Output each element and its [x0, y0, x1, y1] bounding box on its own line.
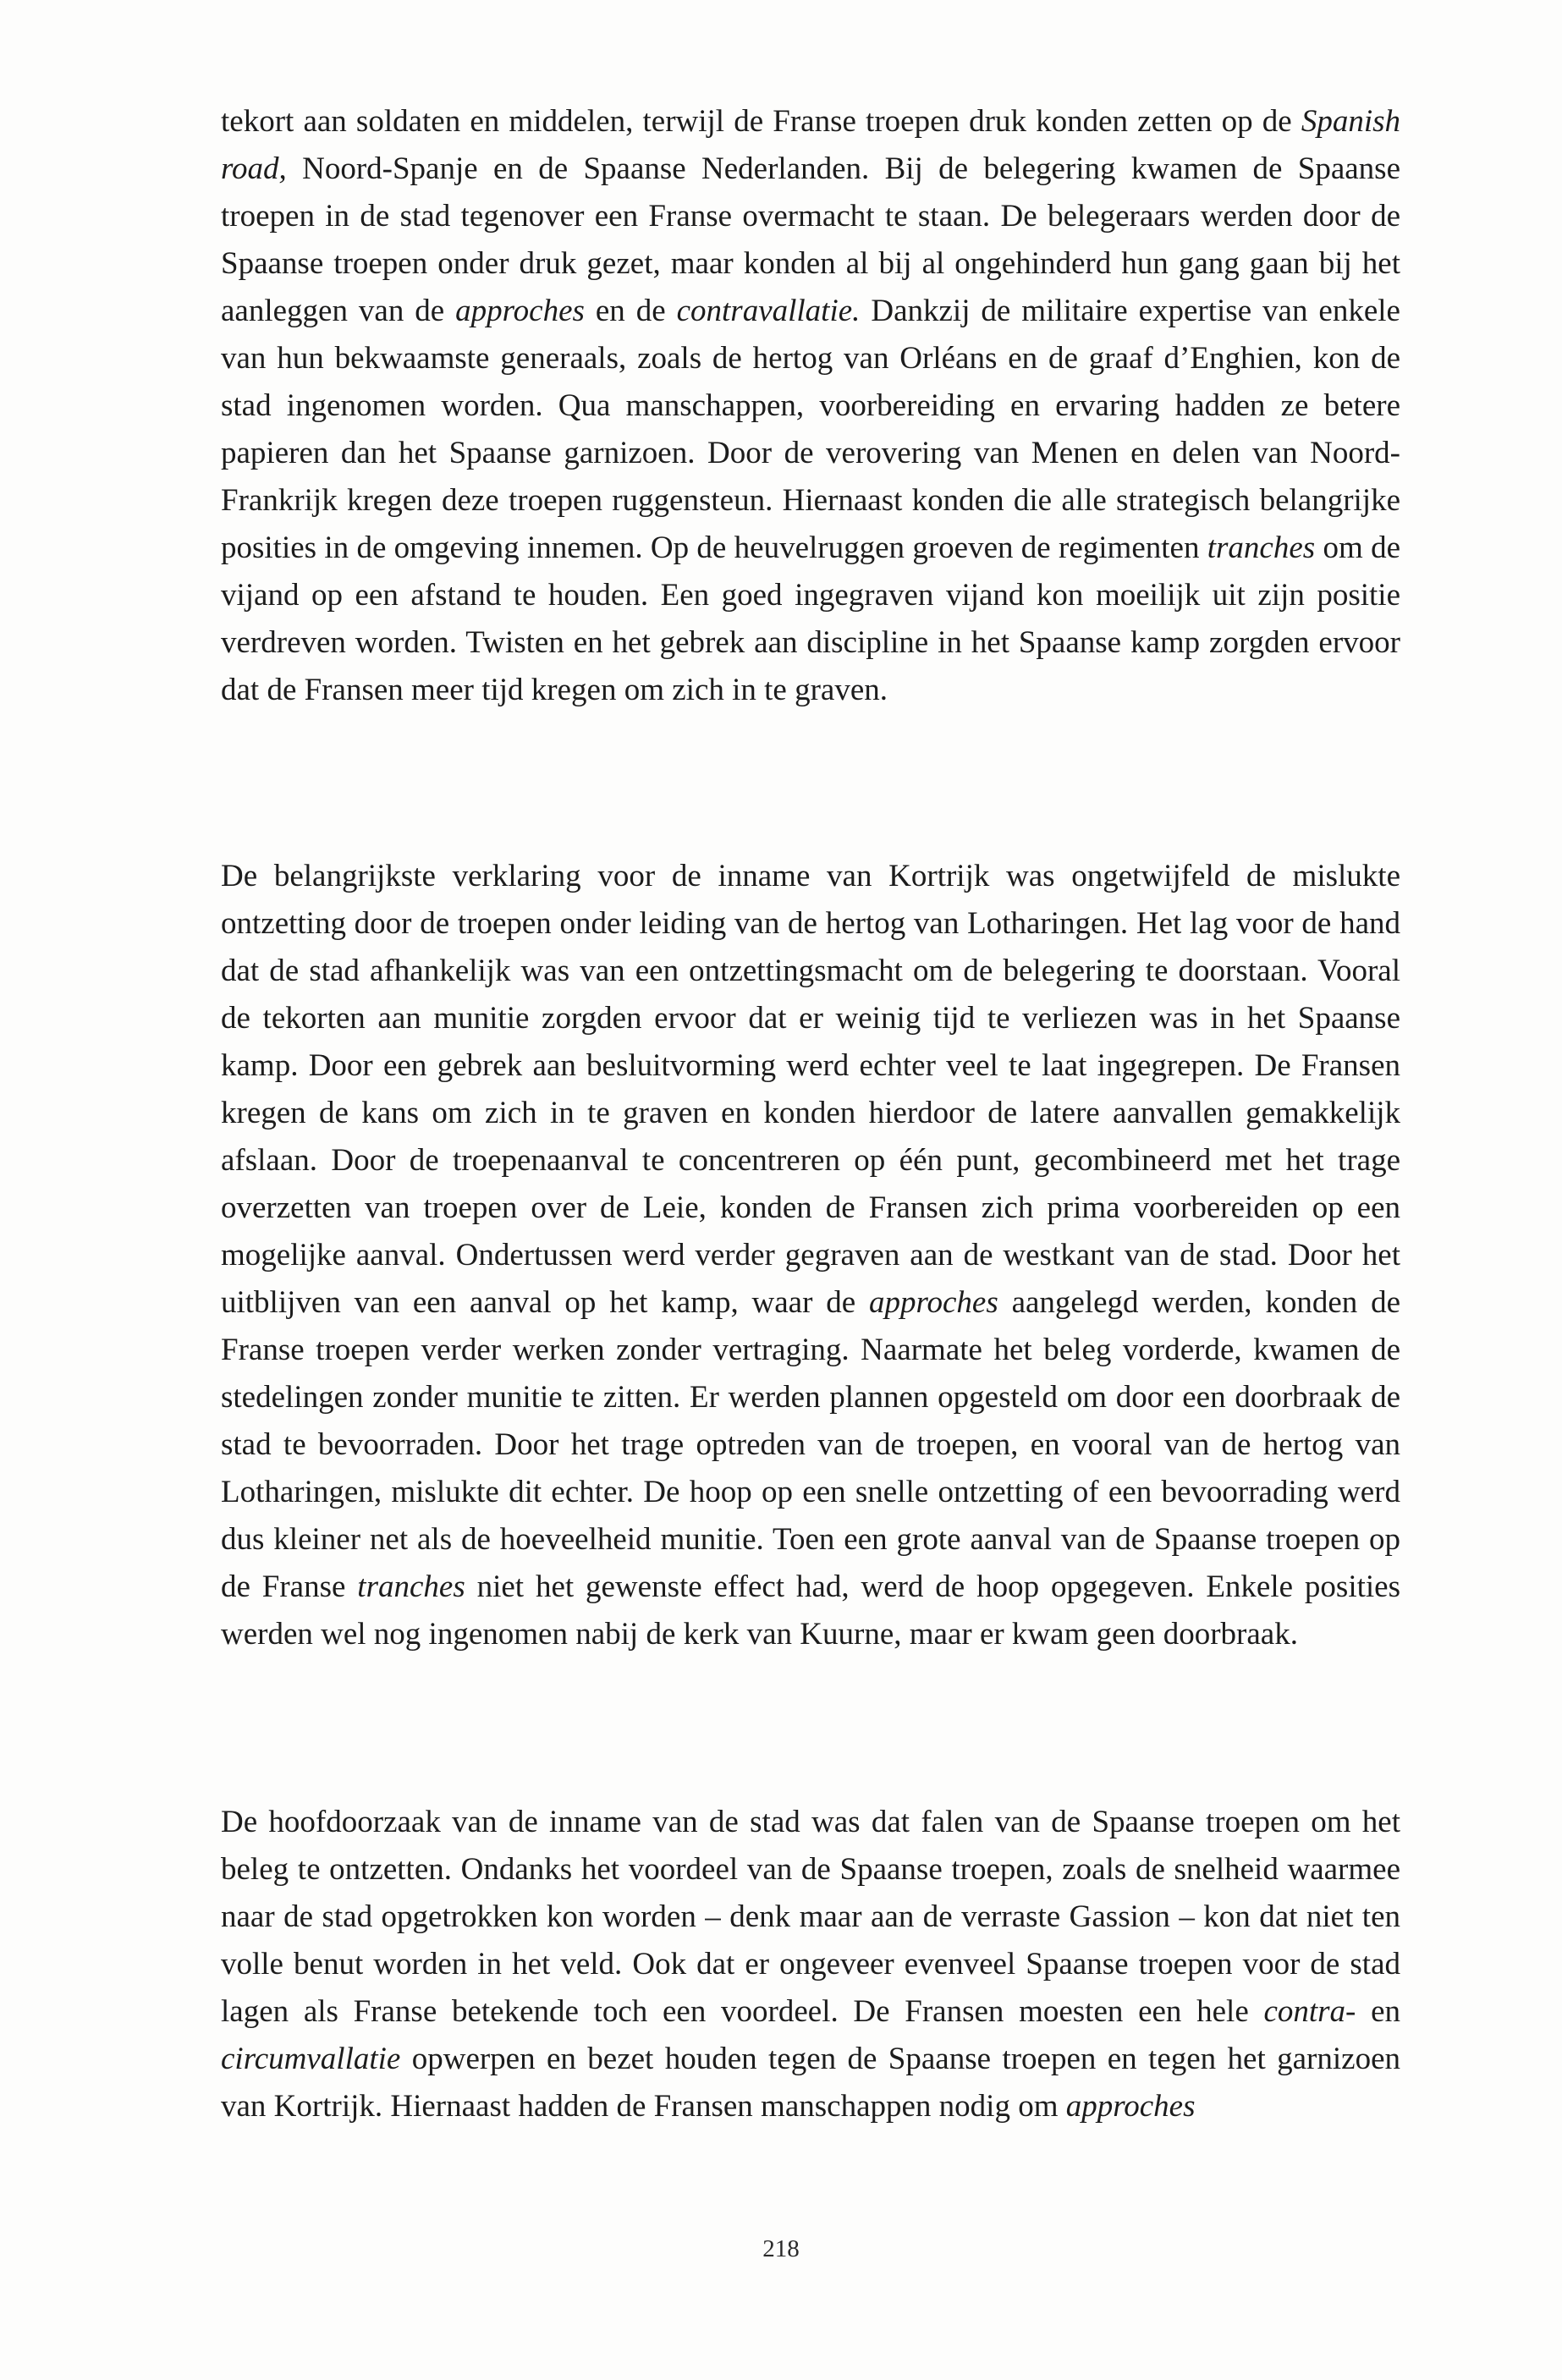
text-run: contra- — [1263, 1994, 1356, 2029]
text-run: Dankzij de militaire expertise van enkele van hun bekwaamste generaals, zoals de hertog van Orléans en de graaf d’Enghien, kon de stad ingenomen worden. Qua manschappen, voorbereiding en ervaring hadden ze betere papieren dan het Spaanse garnizoen. Door de verovering van Menen en delen van Noord-Frankrijk kregen deze troepen ruggensteun. Hiernaast konden die alle strategisch belangrijke posities in de omgeving innemen. Op de heuvelruggen groeven de regimenten — [221, 294, 1400, 565]
page-number: 218 — [762, 2235, 800, 2262]
text-run: Noord-Spanje en de Spaanse Nederlanden. Bij de belegering kwamen de Spaanse troepen in de stad tegenover een Franse overmacht te staan. De belegeraars werden door de Spaanse troepen onder druk gezet, maar konden al bij al ongehinderd hun gang gaan bij het aanleggen van de — [221, 151, 1400, 328]
text-run: tranches — [357, 1569, 465, 1604]
text-run: De belangrijkste verklaring voor de inname van Kortrijk was ongetwijfeld de mislukte ontzetting door de troepen onder leiding van de hertog van Lotharingen. Het lag voor de hand dat de stad afhankelijk was van een ontzettingsmacht om de belegering te doorstaan. Vooral de tekorten aan munitie zorgden ervoor dat er weinig tijd te verliezen was in het Spaanse kamp. Door een gebrek aan besluitvorming werd echter veel te laat ingegrepen. De Fransen kregen de kans om zich in te graven en konden hierdoor de latere aanvallen gemakkelijk afslaan. Door de troepenaanval te concentreren op één punt, gecombineerd met het trage overzetten van troepen over de Leie, konden de Fransen zich prima voorbereiden op een mogelijke aanval. Ondertussen werd verder gegraven aan de westkant van de stad. Door het uitblijven van een aanval op het kamp, waar de — [221, 859, 1400, 1320]
text-run: approches — [455, 294, 585, 328]
text-run: Spanish road, — [221, 104, 1400, 186]
text-run: contravallatie. — [676, 294, 861, 328]
text-run: niet het gewenste effect had, werd de hoop opgegeven. Enkele posities werden wel nog ingenomen nabij de kerk van Kuurne, maar er kwam geen doorbraak. — [221, 1569, 1400, 1652]
paragraph-1 — [221, 98, 1400, 714]
text-run: approches — [868, 1285, 998, 1320]
text-run: en de — [584, 294, 677, 328]
text-run: tranches — [1207, 530, 1316, 565]
paragraph-3 — [221, 1799, 1400, 2130]
paragraph-2 — [221, 853, 1400, 1658]
text-run: De hoofdoorzaak van de inname van de stad was dat falen van de Spaanse troepen om het beleg te ontzetten. Ondanks het voordeel van de Spaanse troepen, zoals de snelheid waarmee naar de stad opgetrokken kon worden – denk maar aan de verraste Gassion – kon dat niet ten volle benut worden in het veld. Ook dat er ongeveer evenveel Spaanse troepen voor de stad lagen als Franse betekende toch een voordeel. De Fransen moesten een hele — [221, 1805, 1400, 2029]
text-run: om de vijand op een afstand te houden. Een goed ingegraven vijand kon moeilijk uit zijn positie verdreven worden. Twisten en het gebrek aan discipline in het Spaanse kamp zorgden ervoor dat de Fransen meer tijd kregen om zich in te graven. — [221, 530, 1400, 707]
text-run: tekort aan soldaten en middelen, terwijl de Franse troepen druk konden zetten op de — [221, 104, 1301, 139]
text-run: aangelegd werden, konden de Franse troepen verder werken zonder vertraging. Naarmate het beleg vorderde, kwamen de stedelingen zonder munitie te zitten. Er werden plannen opgesteld om door een doorbraak de stad te bevoorraden. Door het trage optreden van de troepen, en vooral van de hertog van Lotharingen, mislukte dit echter. De hoop op een snelle ontzetting of een bevoorrading werd dus kleiner net als de hoeveelheid munitie. Toen een grote aanval van de Spaanse troepen op de Franse — [221, 1285, 1400, 1604]
text-run: en — [1356, 1994, 1400, 2029]
text-run: opwerpen en bezet houden tegen de Spaanse troepen en tegen het garnizoen van Kortrijk. Hiernaast hadden de Fransen manschappen nodig om — [221, 2042, 1400, 2124]
text-run: approches — [1065, 2089, 1196, 2124]
text-run: circumvallatie — [221, 2042, 401, 2076]
